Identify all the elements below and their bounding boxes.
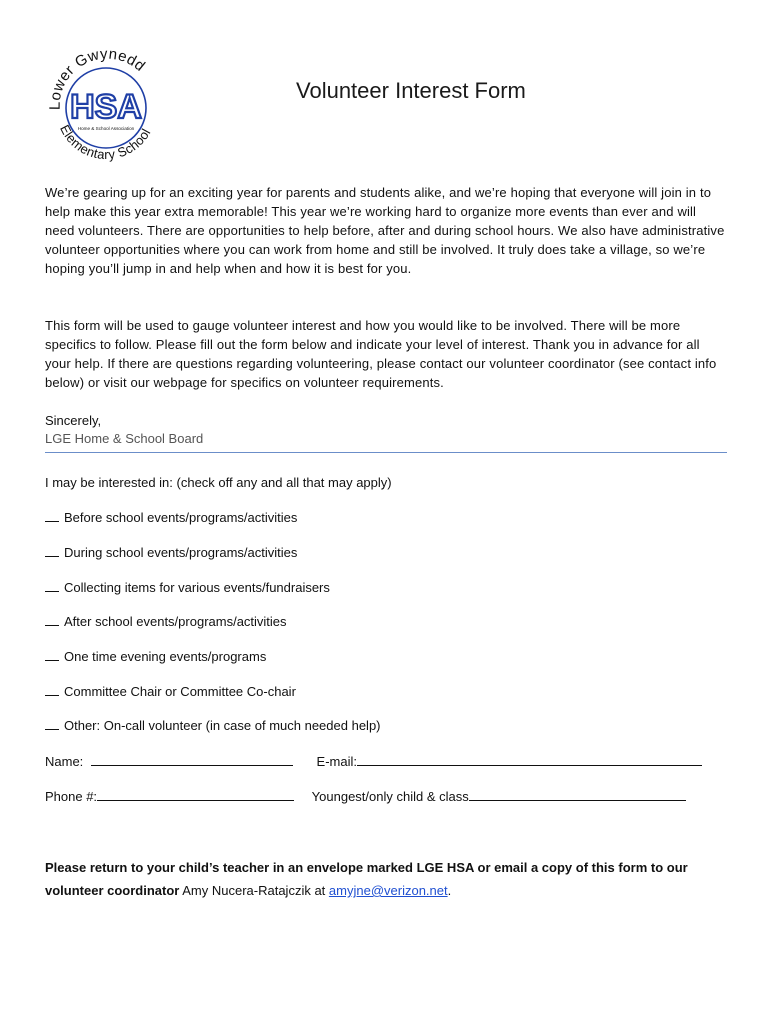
footer-end: . bbox=[447, 883, 452, 898]
checkbox-blank[interactable] bbox=[45, 648, 59, 661]
option-before-school[interactable]: Before school events/programs/activities bbox=[45, 509, 297, 527]
child-class-field[interactable] bbox=[469, 787, 686, 801]
phone-field[interactable] bbox=[97, 787, 294, 801]
checkbox-blank[interactable] bbox=[45, 717, 59, 730]
closing-salutation: Sincerely, bbox=[45, 413, 102, 428]
name-email-row bbox=[45, 752, 702, 771]
checkbox-blank[interactable] bbox=[45, 613, 59, 626]
name-field[interactable] bbox=[91, 752, 293, 766]
coordinator-name: Amy Nucera-Ratajczik at bbox=[179, 883, 329, 898]
page-title: Volunteer Interest Form bbox=[296, 78, 526, 103]
lge-hsa-logo bbox=[42, 42, 170, 170]
logo-arc-text: Lower Gwynedd bbox=[46, 45, 149, 111]
checkbox-blank[interactable] bbox=[45, 683, 59, 696]
name-label: Name: bbox=[45, 754, 84, 769]
email-field[interactable] bbox=[357, 752, 702, 766]
logo-bottom-text: Elementary School bbox=[57, 122, 154, 163]
option-committee-chair[interactable]: Committee Chair or Committee Co-chair bbox=[45, 683, 296, 701]
return-instructions-bold: Please return to your child’s teacher in an envelope marked LGE HSA or email a copy of this form to our volunteer coordinator bbox=[45, 860, 688, 898]
option-after-school[interactable]: After school events/programs/activities bbox=[45, 613, 287, 631]
coordinator-email-link[interactable]: amyjne@verizon.net bbox=[328, 883, 448, 898]
checkbox-blank[interactable] bbox=[45, 509, 59, 522]
option-collecting-items[interactable]: Collecting items for various events/fundraisers bbox=[45, 579, 330, 597]
phone-child-row bbox=[45, 787, 686, 806]
logo-initials: HSA bbox=[70, 88, 142, 126]
option-other-on-call[interactable]: Other: On-call volunteer (in case of much needed help) bbox=[45, 717, 381, 735]
signer-name: LGE Home & School Board bbox=[45, 431, 204, 446]
interest-intro: I may be interested in: (check off any and all that may apply) bbox=[45, 475, 392, 490]
option-one-time-evening[interactable]: One time evening events/programs bbox=[45, 648, 266, 666]
purpose-paragraph: This form will be used to gauge volunteer interest and how you would like to be involved. There will be more specifics to follow. Please fill out the form below and indicate your level of interest. Thank you in advance for all your help. If there are questions regarding volunteering, please contact our volunteer coordinator (see contact info below) or visit our webpage for specifics on volunteer requirements. bbox=[45, 318, 717, 390]
intro-paragraph: We’re gearing up for an exciting year for parents and students alike, and we’re hoping that everyone will join in to help make this year extra memorable! This year we’re working hard to organize more events than ever and will need volunteers. There are opportunities to help before, after and during school hours. We also have administrative volunteer opportunities where you can work from home and still be involved. It truly does take a village, so we’re hoping you’ll jump in and help when and how it is best for you. bbox=[45, 185, 725, 276]
email-label: E-mail: bbox=[316, 754, 357, 769]
logo-subtitle: Home & School Association bbox=[77, 126, 135, 131]
checkbox-blank[interactable] bbox=[45, 579, 59, 592]
return-instructions bbox=[45, 856, 725, 902]
option-during-school[interactable]: During school events/programs/activities bbox=[45, 544, 297, 562]
checkbox-blank[interactable] bbox=[45, 544, 59, 557]
child-class-label: Youngest/only child & class bbox=[311, 789, 469, 804]
section-divider bbox=[45, 452, 727, 453]
phone-label: Phone #: bbox=[45, 789, 98, 804]
